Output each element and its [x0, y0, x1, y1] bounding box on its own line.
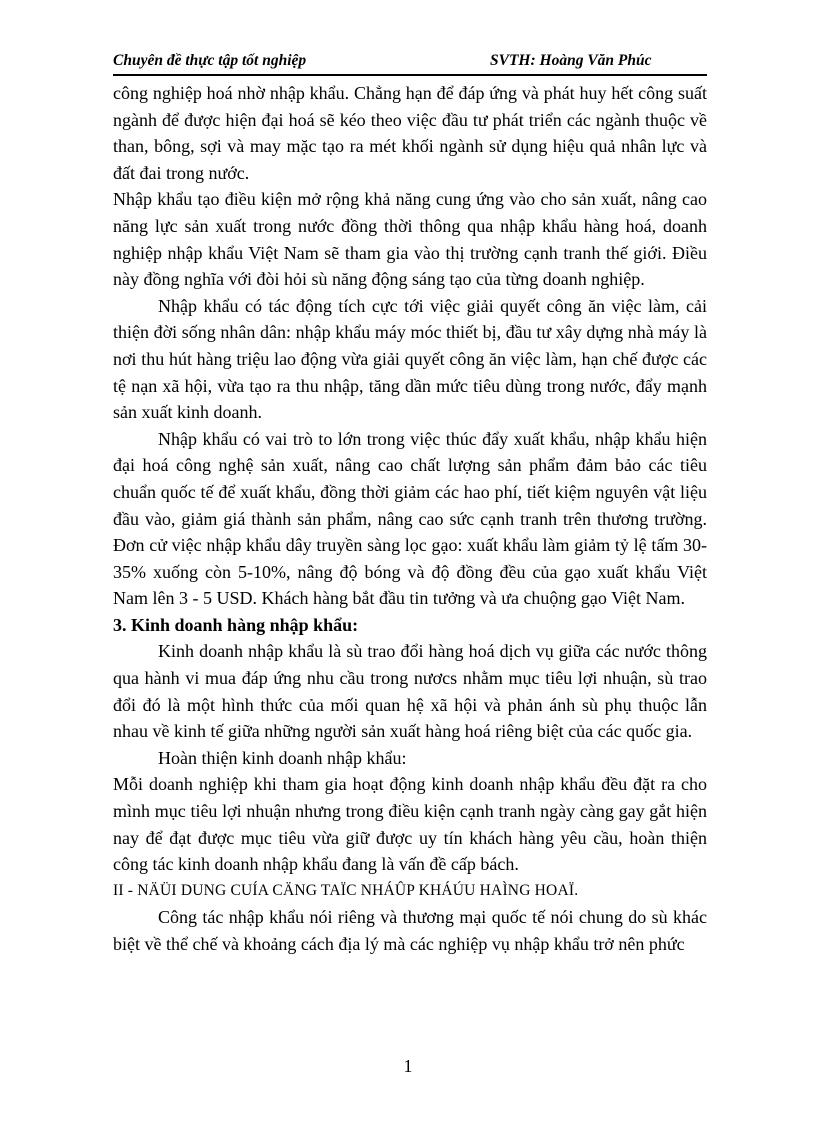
section-heading-import-business: 3. Kinh doanh hàng nhập khẩu:: [113, 614, 359, 635]
document-body: [113, 80, 707, 958]
paragraph-industrialization: công nghiệp hoá nhờ nhập khẩu. Chẳng hạn để đáp ứng và phát huy hết công suất ngành để được hiện đại hoá sẽ kéo theo việc đầu tư phát triển các ngành thuộc về than, bông, sợi và may mặc tạo ra mét khối ngành sử dụng hiệu quả nhân lực và đất đai trong nước.: [113, 83, 707, 183]
paragraph-profit-goal: Mỗi doanh nghiệp khi tham gia hoạt động kinh doanh nhập khẩu đều đặt ra cho mình mục tiêu lợi nhuận nhưng trong điều kiện cạnh tranh ngày càng gay gắt hiện nay để đạt được mục tiêu vừa giữ được uy tín khách hàng yêu cầu, hoàn thiện công tác kinh doanh nhập khẩu đang là vấn đề cấp bách.: [113, 774, 707, 875]
header-student-name: SVTH: Hoàng Văn Phúc: [490, 52, 652, 69]
paragraph-import-work: Công tác nhập khẩu nói riêng và thương mại quốc tế nói chung do sù khác biệt về thể chế và khoảng cách địa lý mà các nghiệp vụ nhập khẩu trở nên phức: [113, 907, 707, 954]
page-header: [113, 50, 707, 76]
section-heading-ii: II - NÄÜI DUNG CUÍA CÄNG TAÏC NHÁÛP KHÁÚU HAÌNG HOAÏ.: [113, 881, 579, 899]
paragraph-supply-capacity: Nhập khẩu tạo điều kiện mở rộng khả năng cung ứng vào cho sản xuất, nâng cao năng lực sản xuất trong nước đồng thời thông qua nhập khẩu hàng hoá, doanh nghiệp nhập khẩu Việt Nam sẽ tham gia vào thị trường cạnh tranh thế giới. Điều này đồng nghĩa với đòi hỏi sù năng động sáng tạo của từng doanh nghiệp.: [113, 189, 707, 290]
paragraph-import-business-definition: Kinh doanh nhập khẩu là sù trao đổi hàng hoá dịch vụ giữa các nước thông qua hành vi mua đáp ứng nhu cầu trong nươcs nhằm mục tiêu lợi nhuận, sù trao đổi đó là một hình thức của mối quan hệ xã hội và phản ánh sù phụ thuộc lẫn nhau về kinh tế giữa những người sản xuất hàng hoá riêng biệt của các quốc gia.: [113, 641, 707, 742]
paragraph-improve-import-business: Hoàn thiện kinh doanh nhập khẩu:: [158, 747, 407, 768]
paragraph-export-promotion: Nhập khẩu có vai trò to lớn trong việc thúc đẩy xuất khẩu, nhập khẩu hiện đại hoá công nghệ sản xuất, nâng cao chất lượng sản phẩm đảm bảo các tiêu chuẩn quốc tế để xuất khẩu, đồng thời giảm các hao phí, tiết kiệm nguyên vật liệu đầu vào, giảm giá thành sản phẩm, nâng cao sức cạnh tranh trên thương trường. Đơn cử việc nhập khẩu dây truyền sàng lọc gạo: xuất khẩu làm giảm tỷ lệ tấm 30-35% xuống còn 5-10%, nâng độ bóng và độ đồng đều của gạo xuất khẩu Việt Nam lên 3 - 5 USD. Khách hàng bắt đầu tin tưởng và ưa chuộng gạo Việt Nam.: [113, 428, 707, 609]
page-number: 1: [403, 1056, 413, 1076]
header-document-title: Chuyên đề thực tập tốt nghiệp: [113, 52, 307, 69]
paragraph-employment: Nhập khẩu có tác động tích cực tới việc giải quyết công ăn việc làm, cải thiện đời sống nhân dân: nhập khẩu máy móc thiết bị, đầu tư xây dựng nhà máy là nơi thu hút hàng triệu lao động vừa giải quyết công ăn việc làm, hạn chế được các tệ nạn xã hội, vừa tạo ra thu nhập, tăng dần mức tiêu dùng trong nước, đẩy mạnh sản xuất kinh doanh.: [113, 295, 707, 423]
